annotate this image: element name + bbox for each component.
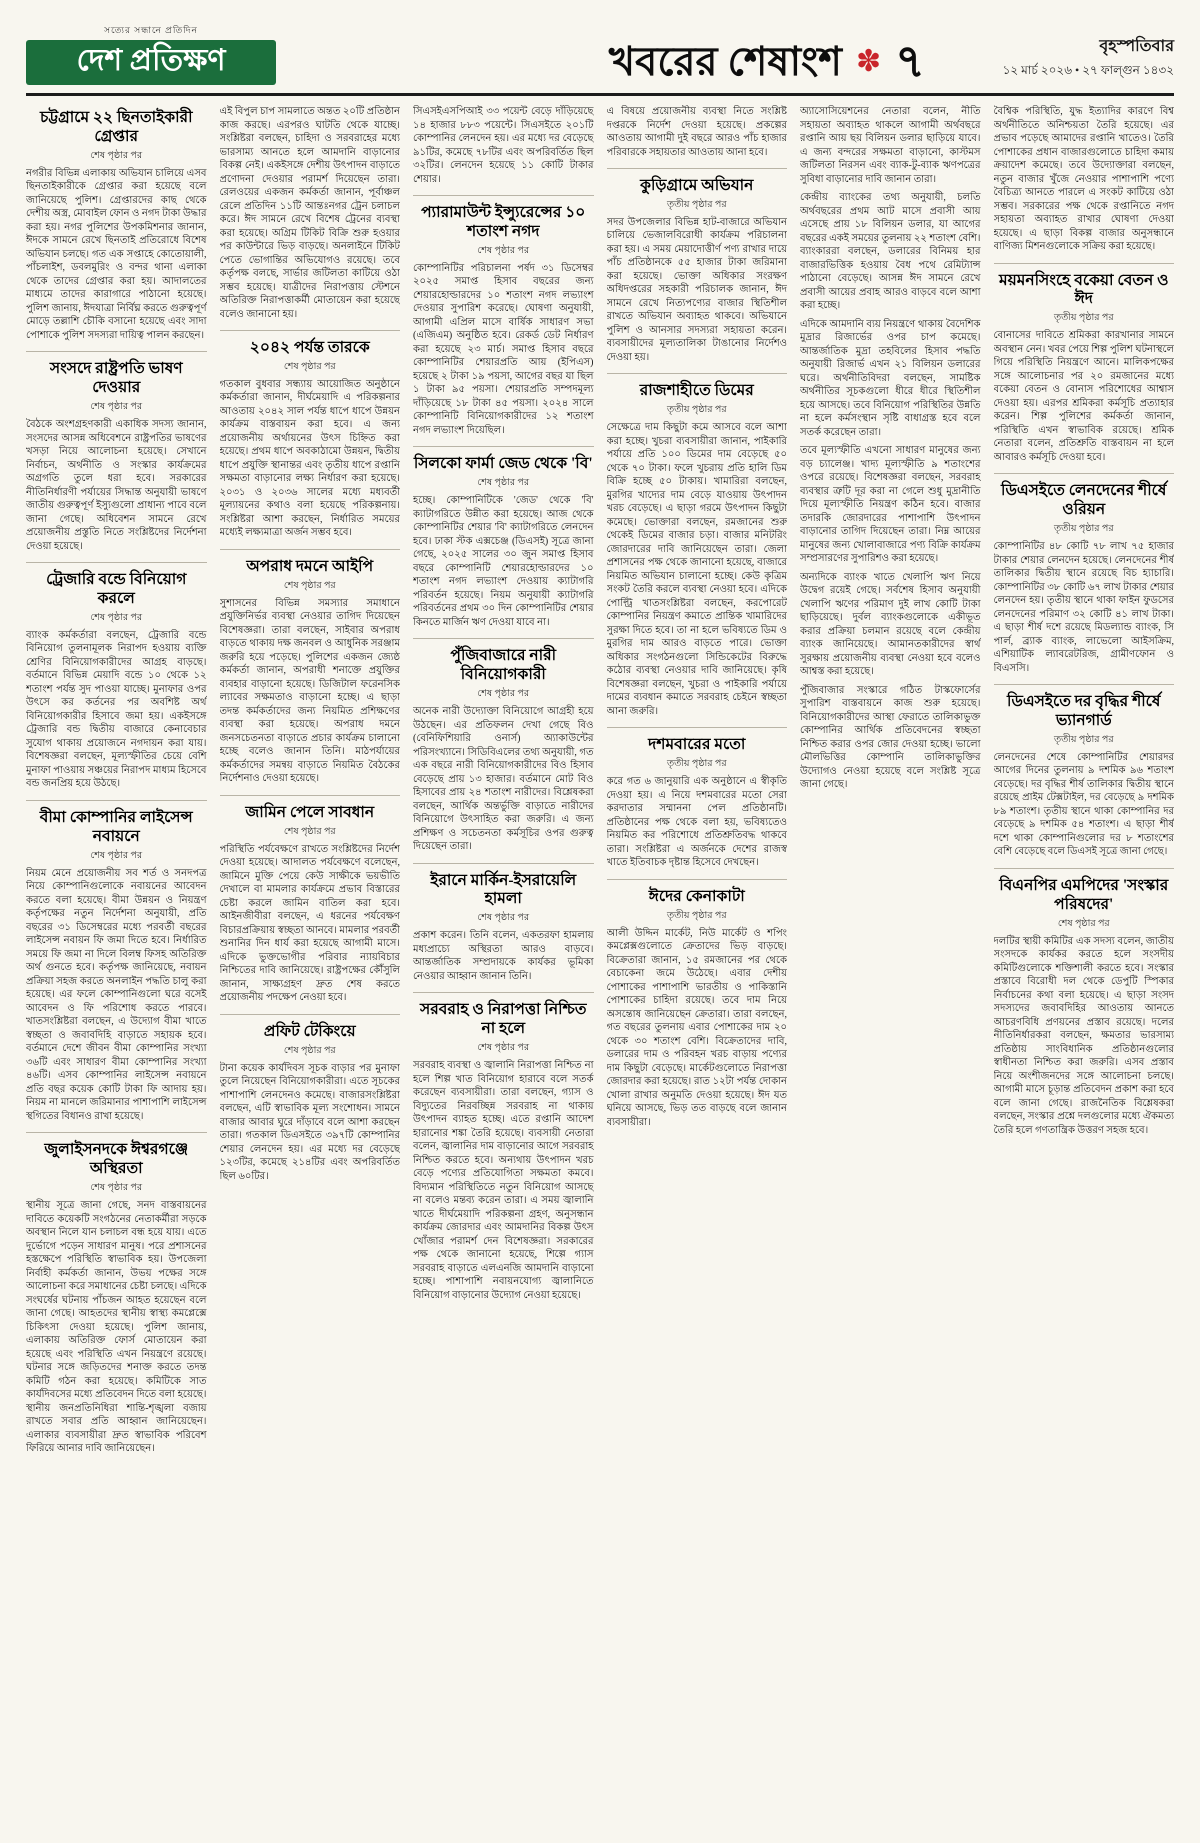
article-headline: ট্রেজারি বন্ডে বিনিয়োগ করলে	[26, 562, 207, 609]
article-dateline: তৃতীয় পৃষ্ঠার পর	[1053, 524, 1114, 535]
article-body: লেনদেনের শেষে কোম্পানিটির শেয়ারদর আগের দিনের তুলনায় ৯ দশমিক ৯৬ শতাংশ বেড়েছে। দর বৃদ্ধির শীর্ষ তালিকার দ্বিতীয় স্থানে রয়েছে প্রাইম টেক্সটাইল, দর বেড়েছে ৯ দশমিক ৮৯ শতাংশ। তৃতীয় স্থানে থাকা কোম্পানির দর বেড়েছে ৯ দশমিক ৫৪ শতাংশ। এ ছাড়া শীর্ষ দশে থাকা কোম্পানিগুলোর দর ৮ শতাংশের বেশি বেড়েছে বলে ডিএসই সূত্রে জানা গেছে।	[993, 751, 1174, 858]
article-dateline: শেষ পৃষ্ঠার পর	[90, 850, 143, 861]
article-headline: রাজশাহীতে ডিমের	[607, 373, 788, 401]
article-headline: প্যারামাউন্ট ইন্স্যুরেন্সের ১০ শতাংশ নগদ	[413, 195, 594, 242]
article-body: দলটির স্থায়ী কমিটির এক সদস্য বলেন, জাতীয় সংসদকে কার্যকর করতে হলে সংসদীয় কমিটিগুলোকে শক্তিশালী করতে হবে। সংস্কার প্রস্তাবে বিরোধী দল থেকে ডেপুটি স্পিকার নির্বাচনের কথা বলা হয়েছে। এ ছাড়া সংসদ সদস্যদের জবাবদিহির আওতায় আনতে আচরণবিধি প্রণয়নের প্রস্তাব রয়েছে। দলের নীতিনির্ধারকরা বলছেন, ক্ষমতার ভারসাম্য প্রতিষ্ঠায় সাংবিধানিক প্রতিষ্ঠানগুলোর স্বাধীনতা নিশ্চিত করা জরুরি। এসব প্রস্তাব নিয়ে অংশীজনদের সঙ্গে আলোচনা চলছে। আগামী মাসে চূড়ান্ত প্রতিবেদন প্রকাশ করা হবে বলে জানা গেছে। রাজনৈতিক বিশ্লেষকরা বলছেন, সংস্কার প্রশ্নে দলগুলোর মধ্যে ঐকমত্য তৈরি হলে গণতান্ত্রিক উত্তরণ সহজ হবে।	[993, 935, 1174, 1136]
article-headline: ঈদের কেনাকাটা	[607, 879, 788, 907]
weekday-label: বৃহস্পতিবার	[1099, 38, 1174, 55]
article-dateline: তৃতীয় পৃষ্ঠার পর	[666, 199, 727, 210]
article-body: পুঁজিবাজার সংস্কারে গঠিত টাস্কফোর্সের সুপারিশ বাস্তবায়নে কাজ শুরু হয়েছে। বিনিয়োগকারীদের আস্থা ফেরাতে তালিকাভুক্ত কোম্পানির আর্থিক প্রতিবেদনের স্বচ্ছতা নিশ্চিত করার ওপর জোর দেওয়া হচ্ছে। ভালো মৌলভিত্তির কোম্পানি তালিকাভুক্তির উদ্যোগও নেওয়া হয়েছে বলে সংশ্লিষ্ট সূত্রে জানা গেছে।	[800, 684, 981, 790]
section-title: খবরের শেষাংশ	[608, 39, 842, 84]
article-body: করে গত ৬ জানুয়ারি এক অনুষ্ঠানে এ স্বীকৃতি দেওয়া হয়। এ নিয়ে দশমবারের মতো সেরা করদাতার সম্মাননা পেল প্রতিষ্ঠানটি। প্রতিষ্ঠানের পক্ষ থেকে বলা হয়, ভবিষ্যতেও নিয়মিত কর পরিশোধে প্রতিশ্রুতিবদ্ধ থাকবে তারা। সংশ্লিষ্টরা এ অর্জনকে দেশের রাজস্ব খাতে ইতিবাচক দৃষ্টান্ত হিসেবে দেখছেন।	[606, 776, 787, 869]
article-dateline: শেষ পৃষ্ঠার পর	[283, 826, 336, 837]
date-block	[959, 33, 1174, 85]
article-dateline: শেষ পৃষ্ঠার পর	[283, 580, 336, 591]
article-body: অন্যদিকে ব্যাংক খাতে খেলাপি ঋণ নিয়ে উদ্বেগ রয়েই গেছে। সর্বশেষ হিসাব অনুযায়ী খেলাপি ঋণের পরিমাণ দুই লাখ কোটি টাকা ছাড়িয়েছে। দুর্বল ব্যাংকগুলোকে একীভূত করার প্রক্রিয়া চলমান রয়েছে বলে কেন্দ্রীয় ব্যাংক জানিয়েছে। আমানতকারীদের স্বার্থ সুরক্ষায় প্রয়োজনীয় ব্যবস্থা নেওয়া হবে বলেও আশ্বস্ত করা হয়েছে।	[800, 571, 981, 677]
article-body: সিএসইএসপিআই ৩৩ পয়েন্ট বেড়ে দাঁড়িয়েছে ১৪ হাজার ৮৮৩ পয়েন্টে। সিএসইতে ২০১টি কোম্পানির লেনদেন হয়। এর মধ্যে দর বেড়েছে ৯১টির, কমেছে ৭৮টির এবং অপরিবর্তিত ছিল ৩২টির। লেনদেন হয়েছে ১১ কোটি টাকার শেয়ার।	[413, 106, 594, 185]
article-dateline: শেষ পৃষ্ঠার পর	[283, 361, 336, 372]
article-body: এদিকে আমদানি ব্যয় নিয়ন্ত্রণে থাকায় বৈদেশিক মুদ্রার রিজার্ভের ওপর চাপ কমেছে। আন্তর্জাতিক মুদ্রা তহবিলের হিসাব পদ্ধতি অনুযায়ী রিজার্ভ এখন ২১ বিলিয়ন ডলারের ঘরে। অর্থনীতিবিদরা বলছেন, সামষ্টিক অর্থনীতির সূচকগুলো ধীরে ধীরে স্থিতিশীল হয়ে আসছে। তবে বিনিয়োগ পরিস্থিতির উন্নতি না হলে কর্মসংস্থান সৃষ্টি বাধাগ্রস্ত হবে বলে সতর্ক করেছেন তারা।	[800, 318, 981, 438]
newspaper-logo	[26, 23, 276, 85]
article-headline: ইরানে মার্কিন-ইসরায়েলি হামলা	[413, 863, 594, 910]
article-headline: সিলকো ফার্মা জেড থেকে 'বি'	[413, 446, 594, 474]
article-dateline: তৃতীয় পৃষ্ঠার পর	[1053, 313, 1114, 324]
article-dateline: শেষ পৃষ্ঠার পর	[90, 402, 143, 413]
article-headline: সংসদে রাষ্ট্রপতি ভাষণ দেওয়ার	[26, 351, 207, 398]
article-dateline: শেষ পৃষ্ঠার পর	[477, 478, 530, 489]
article-body: সরবরাহ ব্যবস্থা ও জ্বালানি নিরাপত্তা নিশ্চিত না হলে শিল্প খাত বিনিয়োগ হারাবে বলে সতর্ক করেছেন ব্যবসায়ীরা। তারা বলছেন, গ্যাস ও বিদ্যুতের নিরবচ্ছিন্ন সরবরাহ না থাকায় উৎপাদন ব্যাহত হচ্ছে। এতে রপ্তানি আদেশ হারানোর শঙ্কা তৈরি হয়েছে। ব্যবসায়ী নেতারা বলেন, জ্বালানির দাম বাড়ানোর আগে সরবরাহ নিশ্চিত করতে হবে। অন্যথায় উৎপাদন খরচ বেড়ে পণ্যের প্রতিযোগিতা সক্ষমতা কমবে। বিদ্যমান পরিস্থিতিতে নতুন বিনিয়োগ আসছে না বলেও মন্তব্য করেন তারা। এ সময় জ্বালানি খাতে দীর্ঘমেয়াদি পরিকল্পনা গ্রহণ, অনুসন্ধান কার্যক্রম জোরদার এবং আমদানির বিকল্প উৎস খোঁজার পরামর্শ দেন বিশেষজ্ঞরা। সরকারের পক্ষ থেকে জানানো হয়েছে, শিল্পে গ্যাস সরবরাহ বাড়াতে এলএনজি আমদানি বাড়ানো হচ্ছে। পাশাপাশি নবায়নযোগ্য জ্বালানিতে বিনিয়োগ বাড়ানোর উদ্যোগ নেওয়া হয়েছে।	[413, 1060, 594, 1301]
article-headline: ২০৪২ পর্যন্ত তারকে	[220, 330, 401, 358]
article-dateline: শেষ পৃষ্ঠার পর	[283, 1045, 336, 1056]
article-headline: ডিএসইতে লেনদেনের শীর্ষে ওরিয়ন	[994, 473, 1175, 520]
article-headline: পুঁজিবাজারে নারী বিনিয়োগকারী	[413, 638, 594, 685]
article-body: ব্যাংক কর্মকর্তারা বলছেন, ট্রেজারি বন্ডে বিনিয়োগ তুলনামূলক নিরাপদ হওয়ায় ব্যক্তি শ্রেণির বিনিয়োগকারীদের আগ্রহ বাড়ছে। বর্তমানে বিভিন্ন মেয়াদি বন্ডে ১০ থেকে ১২ শতাংশ পর্যন্ত সুদ পাওয়া যাচ্ছে। মুনাফার ওপর উৎসে কর কর্তনের পর অবশিষ্ট অর্থ বিনিয়োগকারীর হিসাবে জমা হয়। একইসঙ্গে ট্রেজারি বন্ড দ্বিতীয় বাজারে কেনাবেচার সুযোগ থাকায় প্রয়োজনে নগদায়ন করা যায়। বিশেষজ্ঞরা বলছেন, মূল্যস্ফীতির চেয়ে বেশি মুনাফা পাওয়ায় সঞ্চয়ের নিরাপদ মাধ্যম হিসেবে বন্ড জনপ্রিয় হয়ে উঠছে।	[26, 629, 207, 790]
article-dateline: তৃতীয় পৃষ্ঠার পর	[666, 910, 727, 921]
article-body: সুশাসনের বিভিন্ন সমস্যার সমাধানে প্রযুক্তিনির্ভর ব্যবস্থা নেওয়ার তাগিদ দিয়েছেন বিশেষজ্ঞরা। তারা বলছেন, সাইবার অপরাধ বাড়তে থাকায় দক্ষ জনবল ও আধুনিক সরঞ্জাম জরুরি হয়ে পড়েছে। পুলিশের একজন জ্যেষ্ঠ কর্মকর্তা জানান, অপরাধী শনাক্তে প্রযুক্তির ব্যবহার বাড়ানো হয়েছে। ডিজিটাল ফরেনসিক ল্যাবের সক্ষমতাও বাড়ানো হচ্ছে। এ ছাড়া তদন্ত কর্মকর্তাদের জন্য নিয়মিত প্রশিক্ষণের ব্যবস্থা করা হয়েছে। অপরাধ দমনে জনসচেতনতা বাড়াতে প্রচার কার্যক্রম চালানো হচ্ছে বলেও জানান তিনি। মাঠপর্যায়ের কর্মকর্তাদের সমন্বয় বাড়াতে নিয়মিত বৈঠকের নির্দেশনাও দেওয়া হয়েছে।	[219, 597, 400, 785]
column-2	[220, 105, 401, 1821]
article-headline: দশমবারের মতো	[607, 727, 788, 755]
article-body: সদর উপজেলার বিভিন্ন হাট-বাজারে অভিযান চালিয়ে ভেজালবিরোধী কার্যক্রম পরিচালনা করা হয়। এ সময় মেয়াদোত্তীর্ণ পণ্য রাখার দায়ে পাঁচ প্রতিষ্ঠানকে ৫৫ হাজার টাকা জরিমানা করা হয়েছে। ভোক্তা অধিকার সংরক্ষণ অধিদপ্তরের সহকারী পরিচালক জানান, ঈদ সামনে রেখে নিত্যপণ্যের বাজার স্থিতিশীল রাখতে অভিযান অব্যাহত থাকবে। অভিযানে পুলিশ ও আনসার সদস্যরা সহায়তা করেন। ব্যবসায়ীদের মূল্যতালিকা টাঙানোর নির্দেশও দেওয়া হয়।	[606, 216, 787, 363]
article-dateline: শেষ পৃষ্ঠার পর	[90, 150, 143, 161]
article-body: সেক্ষেত্রে দাম কিছুটা কমে আসবে বলে আশা করা হচ্ছে। খুচরা ব্যবসায়ীরা জানান, পাইকারি পর্যায়ে প্রতি ১০০ ডিমের দাম বেড়েছে ৫০ থেকে ৭০ টাকা। ফলে খুচরায় প্রতি হালি ডিম বিক্রি হচ্ছে ৫০ টাকায়। খামারিরা বলছেন, মুরগির খাদ্যের দাম বেড়ে যাওয়ায় উৎপাদন খরচ বেড়েছে। এ ছাড়া গরমে উৎপাদন কিছুটা কমেছে। ভোক্তারা বলছেন, রমজানের শুরু থেকেই ডিমের বাজার চড়া। বাজার মনিটরিং জোরদারের দাবি জানিয়েছেন তারা। জেলা প্রশাসনের পক্ষ থেকে জানানো হয়েছে, বাজারে নিয়মিত অভিযান চালানো হচ্ছে। কেউ কৃত্রিম সংকট তৈরি করলে ব্যবস্থা নেওয়া হবে। এদিকে পোল্ট্রি খাতসংশ্লিষ্টরা বলছেন, করপোরেট কোম্পানির নিয়ন্ত্রণ কমাতে প্রান্তিক খামারিদের সুরক্ষা দিতে হবে। তা না হলে ভবিষ্যতে ডিম ও মুরগির দাম আরও বাড়তে পারে। ভোক্তা অধিকার সংগঠনগুলো সিন্ডিকেটের বিরুদ্ধে কঠোর ব্যবস্থা নেওয়ার দাবি জানিয়েছে। কৃষি বিশেষজ্ঞরা বলছেন, খুচরা ও পাইকারি পর্যায়ে দামের ব্যবধান কমাতে সরবরাহ চেইনে স্বচ্ছতা আনা জরুরি।	[606, 422, 787, 717]
article-dateline: তৃতীয় পৃষ্ঠার পর	[1053, 734, 1114, 745]
article-body: হচ্ছে। কোম্পানিটিকে 'জেড' থেকে 'বি' ক্যাটাগরিতে উন্নীত করা হয়েছে। আজ থেকে কোম্পানিটির শেয়ার 'বি' ক্যাটাগরিতে লেনদেন হবে। ঢাকা স্টক এক্সচেঞ্জ (ডিএসই) সূত্রে জানা গেছে, ২০২৫ সালের ৩০ জুন সমাপ্ত হিসাব বছরে কোম্পানিটি শেয়ারহোল্ডারদের ১০ শতাংশ নগদ লভ্যাংশ দেওয়ায় ক্যাটাগরি পরিবর্তন হয়েছে। নিয়ম অনুযায়ী ক্যাটাগরি পরিবর্তনের প্রথম ৩০ দিন কোম্পানিটির শেয়ার কিনতে মার্জিন ঋণ দেওয়া যাবে না।	[413, 495, 594, 628]
article-headline: কুড়িগ্রামে অভিযান	[607, 168, 788, 196]
column-4	[607, 105, 788, 1821]
article-dateline: শেষ পৃষ্ঠার পর	[1057, 918, 1110, 929]
column-3	[413, 105, 594, 1821]
article-dateline: শেষ পৃষ্ঠার পর	[90, 612, 143, 623]
article-dateline: শেষ পৃষ্ঠার পর	[477, 245, 530, 256]
article-headline: ডিএসইতে দর বৃদ্ধির শীর্ষে ভ্যানগার্ড	[994, 684, 1175, 731]
logo-tagline: সত্যের সন্ধানে প্রতিদিন	[104, 25, 198, 35]
article-headline: জুলাইসনদকে ঈশ্বরগঞ্জে অস্থিরতা	[26, 1132, 207, 1179]
article-dateline: শেষ পৃষ্ঠার পর	[477, 913, 530, 924]
article-body: কোম্পানিটির পরিচালনা পর্ষদ ৩১ ডিসেম্বর ২০২৫ সমাপ্ত হিসাব বছরের জন্য শেয়ারহোল্ডারদের ১০ শতাংশ নগদ লভ্যাংশ দেওয়ার সুপারিশ করেছে। ঘোষণা অনুযায়ী, আগামী এপ্রিল মাসে বার্ষিক সাধারণ সভা (এজিএম) অনুষ্ঠিত হবে। রেকর্ড ডেট নির্ধারণ করা হয়েছে ২৩ মার্চ। সমাপ্ত হিসাব বছরে কোম্পানিটির শেয়ারপ্রতি আয় (ইপিএস) হয়েছে ২ টাকা ১৯ পয়সা, আগের বছর যা ছিল ১ টাকা ৯৫ পয়সা। শেয়ারপ্রতি সম্পদমূল্য দাঁড়িয়েছে ১৮ টাকা ৪৫ পয়সা। ২০২৪ সালে কোম্পানিটি বিনিয়োগকারীদের ১২ শতাংশ নগদ লভ্যাংশ দিয়েছিল।	[413, 262, 594, 436]
article-dateline: তৃতীয় পৃষ্ঠার পর	[666, 759, 727, 770]
date-line: ১২ মার্চ ২০২৬ • ২৭ ফাল্গুন ১৪৩২	[1002, 63, 1174, 77]
column-6	[994, 105, 1175, 1821]
page-number: ৭	[895, 36, 925, 87]
article-body: আলী উদ্দিন মার্কেট, নিউ মার্কেট ও শপিং কমপ্লেক্সগুলোতে ক্রেতাদের ভিড় বাড়ছে। বিক্রেতারা জানান, ১৫ রমজানের পর থেকে বেচাকেনা জমে উঠেছে। এবার দেশীয় পোশাকের পাশাপাশি ভারতীয় ও পাকিস্তানি পোশাকের চাহিদা রয়েছে। তবে দাম নিয়ে অসন্তোষ জানিয়েছেন ক্রেতারা। তারা বলছেন, গত বছরের তুলনায় এবার পোশাকের দাম ২০ থেকে ৩০ শতাংশ বেশি। বিক্রেতাদের দাবি, ডলারের দাম ও পরিবহন খরচ বাড়ায় পণ্যের দাম কিছুটা বেড়েছে। মার্কেটগুলোতে নিরাপত্তা জোরদার করা হয়েছে। রাত ১২টা পর্যন্ত দোকান খোলা রাখার অনুমতি দেওয়া হয়েছে। ঈদ যত ঘনিয়ে আসছে, ভিড় তত বাড়ছে বলে জানান ব্যবসায়ীরা।	[606, 927, 787, 1128]
article-body: তবে মূল্যস্ফীতি এখনো সাধারণ মানুষের জন্য বড় চ্যালেঞ্জ। খাদ্য মূল্যস্ফীতি ৯ শতাংশের ওপরে রয়েছে। বিশেষজ্ঞরা বলছেন, সরবরাহ ব্যবস্থার ত্রুটি দূর করা না গেলে শুধু মুদ্রানীতি দিয়ে মূল্যস্ফীতি নিয়ন্ত্রণ কঠিন হবে। বাজার তদারকি জোরদারের পাশাপাশি উৎপাদন বাড়ানোর তাগিদ দিয়েছেন তারা। নিম্ন আয়ের মানুষের জন্য খোলাবাজারে পণ্য বিক্রি কার্যক্রম সম্প্রসারণের সুপারিশও করা হয়েছে।	[800, 445, 981, 564]
article-body: গতকাল বুধবার সন্ধ্যায় আয়োজিত অনুষ্ঠানে কর্মকর্তারা জানান, দীর্ঘমেয়াদি এ পরিকল্পনার আওতায় ২০৪২ সাল পর্যন্ত ধাপে ধাপে উন্নয়ন কার্যক্রম বাস্তবায়ন করা হবে। এ জন্য প্রয়োজনীয় অর্থায়নের উৎস চিহ্নিত করা হয়েছে। প্রথম ধাপে অবকাঠামো উন্নয়ন, দ্বিতীয় ধাপে প্রযুক্তি স্থানান্তর এবং তৃতীয় ধাপে রপ্তানি সক্ষমতা বাড়ানোর লক্ষ্য নির্ধারণ করা হয়েছে। ২০৩১ ও ২০৩৬ সালের মধ্যে মধ্যবর্তী মূল্যায়নের কথাও বলা হয়েছে পরিকল্পনায়। সংশ্লিষ্টরা আশা করছেন, নির্ধারিত সময়ের মধ্যেই লক্ষ্যমাত্রা অর্জন সম্ভব হবে।	[219, 378, 400, 539]
article-headline: বীমা কোম্পানির লাইসেন্স নবায়নে	[26, 800, 207, 847]
article-headline: চট্টগ্রামে ২২ ছিনতাইকারী গ্রেপ্তার	[39, 109, 193, 145]
article-body: কেন্দ্রীয় ব্যাংকের তথ্য অনুযায়ী, চলতি অর্থবছরের প্রথম আট মাসে প্রবাসী আয় এসেছে প্রায় ১৮ বিলিয়ন ডলার, যা আগের বছরের একই সময়ের তুলনায় ২২ শতাংশ বেশি। ব্যাংকাররা বলছেন, ডলারের বিনিময় হার বাজারভিত্তিক হওয়ায় বৈধ পথে রেমিট্যান্স পাঠানো বেড়েছে। আসন্ন ঈদ সামনে রেখে প্রবাসী আয়ের প্রবাহ আরও বাড়বে বলে আশা করা হচ্ছে।	[800, 192, 981, 311]
article-body: নিয়ম মেনে প্রয়োজনীয় সব শর্ত ও সনদপত্র নিয়ে কোম্পানিগুলোকে নবায়নের আবেদন করতে বলা হয়েছে। বীমা উন্নয়ন ও নিয়ন্ত্রণ কর্তৃপক্ষের নতুন নির্দেশনা অনুযায়ী, প্রতি বছরের ৩১ ডিসেম্বরের মধ্যে পরবর্তী বছরের লাইসেন্স নবায়ন ফি জমা দিতে হবে। নির্ধারিত সময়ে ফি জমা না দিলে বিলম্ব ফিসহ অতিরিক্ত অর্থ গুনতে হবে। কর্তৃপক্ষ জানিয়েছে, নবায়ন প্রক্রিয়া সহজ করতে অনলাইন পদ্ধতি চালু করা হয়েছে। এর ফলে কোম্পানিগুলো ঘরে বসেই আবেদন ও ফি পরিশোধ করতে পারবে। খাতসংশ্লিষ্টরা বলছেন, এ উদ্যোগ বীমা খাতে স্বচ্ছতা ও জবাবদিহি বাড়াতে সহায়ক হবে। বর্তমানে দেশে জীবন বীমা কোম্পানির সংখ্যা ৩৬টি এবং সাধারণ বীমা কোম্পানির সংখ্যা ৪৬টি। এসব কোম্পানির লাইসেন্স নবায়নে প্রতি বছর কয়েক কোটি টাকা ফি আদায় হয়। নিয়ম না মানলে জরিমানার পাশাপাশি লাইসেন্স স্থগিতের বিধানও রাখা হয়েছে।	[26, 867, 207, 1122]
article-body: এই বিপুল চাপ সামলাতে অন্তত ২০টি প্রতিষ্ঠান কাজ করছে। এরপরও ঘাটতি থেকে যাচ্ছে। সংশ্লিষ্টরা বলছেন, চাহিদা ও সরবরাহের মধ্যে ভারসাম্য আনতে হলে আমদানি বাড়ানোর বিকল্প নেই। একইসঙ্গে দেশীয় উৎপাদন বাড়াতে প্রণোদনা দেওয়ার পরামর্শ দিয়েছেন তারা। রেলওয়ের একজন কর্মকর্তা জানান, পূর্বাঞ্চল রেলে প্রতিদিন ১১টি আন্তঃনগর ট্রেন চলাচল করে। ঈদ সামনে রেখে বিশেষ ট্রেনের ব্যবস্থা করা হয়েছে। অগ্রিম টিকিট বিক্রি শুরু হওয়ার পর কাউন্টারে ভিড় বাড়ছে। অনলাইনে টিকিট পেতে ভোগান্তির অভিযোগও রয়েছে। তবে কর্তৃপক্ষ বলছে, সার্ভার জটিলতা কাটিয়ে ওঠা সম্ভব হয়েছে। যাত্রীদের নিরাপত্তায় স্টেশনে অতিরিক্ত নিরাপত্তাকর্মী মোতায়েন করা হয়েছে বলেও জানানো হয়।	[219, 106, 400, 320]
article-body: অনেক নারী উদ্যোক্তা বিনিয়োগে আগ্রহী হয়ে উঠছেন। এর প্রতিফলন দেখা গেছে বিও (বেনিফিশিয়ারি ওনার্স) অ্যাকাউন্টের পরিসংখ্যানে। সিডিবিএলের তথ্য অনুযায়ী, গত এক বছরে নারী বিনিয়োগকারীদের বিও হিসাব বেড়েছে প্রায় ১৩ হাজার। বর্তমানে মোট বিও হিসাবের প্রায় ২৪ শতাংশ নারীদের। বিশ্লেষকরা বলছেন, আর্থিক অন্তর্ভুক্তি বাড়াতে নারীদের বিনিয়োগে উৎসাহিত করা জরুরি। এ জন্য প্রশিক্ষণ ও সচেতনতা কর্মসূচির ওপর গুরুত্ব দিয়েছেন তারা।	[413, 706, 594, 853]
flower-icon: ✽	[855, 45, 882, 78]
masthead	[26, 10, 1174, 96]
article-body: বৈঠকে অংশগ্রহণকারী একাধিক সদস্য জানান, সংসদের আসন্ন অধিবেশনে রাষ্ট্রপতির ভাষণের খসড়া নিয়ে আলোচনা হয়েছে। সেখানে নির্বাচন, অর্থনীতি ও সংস্কার কার্যক্রমের অগ্রগতি তুলে ধরা হবে। সরকারের নীতিনির্ধারণী পর্যায়ের সিদ্ধান্ত অনুযায়ী ভাষণে জাতীয় গুরুত্বপূর্ণ ইস্যুগুলো প্রাধান্য পাবে বলে জানা গেছে। অধিবেশন সামনে রেখে প্রয়োজনীয় প্রস্তুতি নিতে সংশ্লিষ্টদের নির্দেশনা দেওয়া হয়েছে।	[26, 419, 207, 552]
article-columns	[26, 105, 1174, 1821]
article-body: কোম্পানিটির ৪৮ কোটি ৭৮ লাখ ৭৫ হাজার টাকার শেয়ার লেনদেন হয়েছে। লেনদেনের শীর্ষ তালিকার দ্বিতীয় স্থানে রয়েছে বিচ হ্যাচারি। কোম্পানিটির ৩৮ কোটি ৬৭ লাখ টাকার শেয়ার লেনদেন হয়। তৃতীয় স্থানে থাকা ফাইন ফুডসের লেনদেনের পরিমাণ ৩২ কোটি ৪১ লাখ টাকা। এ ছাড়া শীর্ষ দশে রয়েছে মিডল্যান্ড ব্যাংক, সি পার্ল, ব্র্যাক ব্যাংক, লাভেলো আইসক্রিম, এশিয়াটিক ল্যাবরেটরিজ, গ্রামীণফোন ও বিএসসি।	[993, 541, 1174, 674]
section-title-group	[608, 36, 925, 87]
article-body: বোনাসের দাবিতে শ্রমিকরা কারখানার সামনে অবস্থান নেন। খবর পেয়ে শিল্প পুলিশ ঘটনাস্থলে গিয়ে পরিস্থিতি নিয়ন্ত্রণে আনে। মালিকপক্ষের সঙ্গে আলোচনার পর ২০ রমজানের মধ্যে বকেয়া বেতন ও বোনাস পরিশোধের আশ্বাস দেওয়া হয়। এরপর শ্রমিকরা কর্মসূচি প্রত্যাহার করেন। শিল্প পুলিশের কর্মকর্তা জানান, পরিস্থিতি এখন স্বাভাবিক রয়েছে। শ্রমিক নেতারা বলেন, প্রতিশ্রুতি বাস্তবায়ন না হলে আবারও কর্মসূচি দেওয়া হবে।	[993, 330, 1174, 463]
article-headline: অপরাধ দমনে আইপি	[220, 549, 401, 577]
column-5	[800, 105, 981, 1821]
article-body: এ বিষয়ে প্রয়োজনীয় ব্যবস্থা নিতে সংশ্লিষ্ট দপ্তরকে নির্দেশ দেওয়া হয়েছে। প্রকল্পের আওতায় আগামী দুই বছরে আরও পাঁচ হাজার পরিবারকে সহায়তার আওতায় আনা হবে।	[606, 106, 787, 158]
article-headline: বিএনপির এমপিদের 'সংস্কার পরিষদের'	[994, 868, 1175, 915]
article-headline: ময়মনসিংহে বকেয়া বেতন ও ঈদ	[994, 263, 1175, 310]
logo-text: দেশ প্রতিক্ষণ	[26, 40, 276, 85]
article-body: প্রকাশ করেন। তিনি বলেন, একতরফা হামলায় মধ্যপ্রাচ্যে অস্থিরতা আরও বাড়বে। আন্তর্জাতিক সম্প্রদায়কে কার্যকর ভূমিকা নেওয়ার আহ্বান জানান তিনি।	[413, 930, 594, 982]
article-dateline: শেষ পৃষ্ঠার পর	[477, 1043, 530, 1054]
article-dateline: শেষ পৃষ্ঠার পর	[90, 1183, 143, 1194]
article-dateline: তৃতীয় পৃষ্ঠার পর	[666, 405, 727, 416]
article-headline: সরবরাহ ও নিরাপত্তা নিশ্চিত না হলে	[413, 992, 594, 1039]
article-body: পরিস্থিতি পর্যবেক্ষণে রাখতে সংশ্লিষ্টদের নির্দেশ দেওয়া হয়েছে। আদালত পর্যবেক্ষণে বলেছেন, জামিনে মুক্তি পেয়ে কেউ সাক্ষীকে ভয়ভীতি দেখালে বা মামলার কার্যক্রমে প্রভাব বিস্তারের চেষ্টা করলে জামিন বাতিল করা হবে। আইনজীবীরা বলছেন, এ ধরনের পর্যবেক্ষণ বিচারপ্রক্রিয়ায় স্বচ্ছতা আনবে। মামলার পরবর্তী শুনানির দিন ধার্য করা হয়েছে আগামী মাসে। এদিকে ভুক্তভোগীর পরিবার ন্যায়বিচার নিশ্চিতের দাবি জানিয়েছে। রাষ্ট্রপক্ষের কৌঁসুলি জানান, সাক্ষ্যগ্রহণ দ্রুত শেষ করতে প্রয়োজনীয় পদক্ষেপ নেওয়া হবে।	[219, 843, 400, 1004]
article-headline: জামিন পেলে সাবধান	[220, 795, 401, 823]
article-body: টানা কয়েক কার্যদিবস সূচক বাড়ার পর মুনাফা তুলে নিয়েছেন বিনিয়োগকারীরা। এতে সূচকের পাশাপাশি লেনদেনও কমেছে। বাজারসংশ্লিষ্টরা বলছেন, এটি স্বাভাবিক মূল্য সংশোধন। সামনে বাজার আবার ঘুরে দাঁড়াবে বলে আশা করছেন তারা। গতকাল ডিএসইতে ৩৯৭টি কোম্পানির শেয়ার লেনদেন হয়। এর মধ্যে দর বেড়েছে ১২৩টির, কমেছে ২১৪টির এবং অপরিবর্তিত ছিল ৬০টির।	[219, 1062, 400, 1182]
article-headline: প্রফিট টেকিংয়ে	[220, 1014, 401, 1042]
article-dateline: শেষ পৃষ্ঠার পর	[477, 689, 530, 700]
article-body: স্থানীয় সূত্রে জানা গেছে, সনদ বাস্তবায়নের দাবিতে কয়েকটি সংগঠনের নেতাকর্মীরা সড়কে অবস্থান নিলে যান চলাচল বন্ধ হয়ে যায়। এতে দুর্ভোগে পড়েন সাধারণ মানুষ। পরে প্রশাসনের হস্তক্ষেপে পরিস্থিতি স্বাভাবিক হয়। উপজেলা নির্বাহী কর্মকর্তা জানান, উভয় পক্ষের সঙ্গে আলোচনা করে সমাধানের চেষ্টা চলছে। এদিকে সংঘর্ষের ঘটনায় পাঁচজন আহত হয়েছেন বলে জানা গেছে। আহতদের স্থানীয় স্বাস্থ্য কমপ্লেক্সে চিকিৎসা দেওয়া হয়েছে। পুলিশ জানায়, এলাকায় অতিরিক্ত ফোর্স মোতায়েন করা হয়েছে এবং পরিস্থিতি এখন নিয়ন্ত্রণে রয়েছে। ঘটনার সঙ্গে জড়িতদের শনাক্ত করতে তদন্ত কমিটি গঠন করা হয়েছে। কমিটিকে সাত কার্যদিবসের মধ্যে প্রতিবেদন দিতে বলা হয়েছে। স্থানীয় জনপ্রতিনিধিরা শান্তি-শৃঙ্খলা বজায় রাখতে সবার প্রতি আহ্বান জানিয়েছেন। এলাকার ব্যবসায়ীরা দ্রুত স্বাভাবিক পরিবেশ ফিরিয়ে আনার দাবি জানিয়েছেন।	[26, 1200, 207, 1455]
article-body: অ্যাসোসিয়েশনের নেতারা বলেন, নীতি সহায়তা অব্যাহত থাকলে আগামী অর্থবছরে রপ্তানি আয় ছয় বিলিয়ন ডলার ছাড়িয়ে যাবে। এ জন্য বন্দরের সক্ষমতা বাড়ানো, কাস্টমস জটিলতা নিরসন এবং ব্যাক-টু-ব্যাক ঋণপত্রের সুবিধা বাড়ানোর দাবি জানান তারা।	[800, 106, 981, 185]
column-1	[26, 105, 207, 1821]
article-body: বৈশ্বিক পরিস্থিতি, যুদ্ধ ইত্যাদির কারণে বিশ্ব অর্থনীতিতে অনিশ্চয়তা তৈরি হয়েছে। এর প্রভাব পড়েছে আমাদের রপ্তানি খাতেও। তৈরি পোশাকের প্রধান বাজারগুলোতে চাহিদা কমায় ক্রয়াদেশ কমেছে। তবে উদ্যোক্তারা বলছেন, নতুন বাজার খুঁজে নেওয়ার পাশাপাশি পণ্যে বৈচিত্র্য আনতে পারলে এ সংকট কাটিয়ে ওঠা সম্ভব। সরকারের পক্ষ থেকে রপ্তানিতে নগদ সহায়তা অব্যাহত রাখার ঘোষণা দেওয়া হয়েছে। এ ছাড়া বিকল্প বাজার অনুসন্ধানে বাণিজ্য মিশনগুলোকে সক্রিয় করা হয়েছে।	[993, 106, 1174, 252]
article-body: নগরীর বিভিন্ন এলাকায় অভিযান চালিয়ে এসব ছিনতাইকারীকে গ্রেপ্তার করা হয়েছে বলে জানিয়েছে পুলিশ। গ্রেপ্তারদের কাছ থেকে দেশীয় অস্ত্র, মোবাইল ফোন ও নগদ টাকা উদ্ধার করা হয়। নগর পুলিশের উপকমিশনার জানান, ঈদকে সামনে রেখে ছিনতাই প্রতিরোধে বিশেষ অভিযান চলছে। গত এক সপ্তাহে কোতোয়ালী, পাঁচলাইশ, ডবলমুরিং ও বন্দর থানা এলাকা থেকে তাদের গ্রেপ্তার করা হয়। আদালতের মাধ্যমে তাদের কারাগারে পাঠানো হয়েছে। পুলিশ জানায়, ঈদযাত্রা নির্বিঘ্ন করতে গুরুত্বপূর্ণ মোড়ে তল্লাশি চৌকি বসানো হয়েছে এবং সাদা পোশাকে পুলিশ সদস্যরা দায়িত্ব পালন করছেন।	[26, 167, 207, 341]
